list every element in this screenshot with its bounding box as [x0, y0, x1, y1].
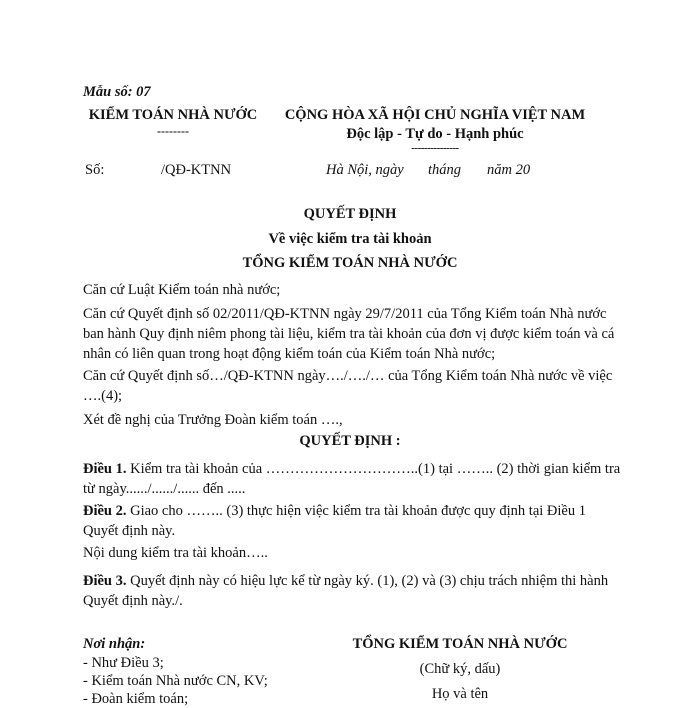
article-2-label: Điều 2.	[83, 503, 127, 519]
place-date: Hà Nội, ngày	[326, 162, 404, 178]
article-3-label: Điều 3.	[83, 573, 127, 589]
basis-proposal: Xét đề nghị của Trưởng Đoàn kiểm toán ….,	[83, 412, 343, 428]
recipients-label: Nơi nhận:	[83, 636, 146, 652]
decides-heading: QUYẾT ĐỊNH :	[299, 433, 401, 449]
recipient-item: - Kiểm toán Nhà nước CN, KV;	[83, 673, 268, 689]
inspection-content: Nội dung kiểm tra tài khoản…..	[83, 545, 268, 561]
recipient-item: - Như Điều 3;	[83, 655, 164, 671]
basis-law: Căn cứ Luật Kiểm toán nhà nước;	[83, 282, 281, 298]
date-year: năm 20	[487, 162, 531, 178]
motto-underline: ---------------	[411, 142, 459, 154]
signature-note: (Chữ ký, dấu)	[419, 661, 501, 677]
recipient-item: - Đoàn kiểm toán;	[83, 691, 189, 707]
date-month: tháng	[428, 162, 462, 178]
article-2	[83, 501, 623, 541]
national-motto: Độc lập - Tự do - Hạnh phúc	[346, 126, 524, 142]
issuing-agency: KIỂM TOÁN NHÀ NƯỚC	[88, 107, 258, 123]
decision-title: QUYẾT ĐỊNH	[303, 206, 397, 222]
doc-number-label: Số:	[85, 162, 105, 178]
article-3	[83, 571, 623, 611]
article-1	[83, 459, 623, 499]
national-title: CỘNG HÒA XÃ HỘI CHỦ NGHĨA VIỆT NAM	[284, 107, 586, 123]
article-2-text: Giao cho …….. (3) thực hiện việc kiểm tra tài khoản được quy định tại Điều 1 Quyết định này.	[83, 503, 586, 539]
basis-decision-02: Căn cứ Quyết định số 02/2011/QĐ-KTNN ngày 29/7/2011 của Tổng Kiểm toán Nhà nước ban hành Quy định niêm phong tài liệu, kiểm tra tài khoản của đơn vị được kiểm toán và cá nhân có liên quan trong hoạt động kiểm toán của Kiểm toán Nhà nước;	[83, 306, 615, 362]
form-number: Mẫu số: 07	[83, 84, 151, 100]
article-3-text: Quyết định này có hiệu lực kể từ ngày ký. (1), (2) và (3) chịu trách nhiệm thi hành Quyết định này./.	[83, 573, 609, 609]
decision-subject: Về việc kiểm tra tài khoản	[268, 231, 432, 247]
doc-number-code: /QĐ-KTNN	[161, 162, 232, 178]
agency-underline: --------	[157, 124, 189, 138]
signer-title: TỔNG KIỂM TOÁN NHÀ NƯỚC	[352, 636, 568, 652]
article-1-text: Kiểm tra tài khoản của …………………………..(1) tại …….. (2) thời gian kiểm tra từ ngày....../....../...... đến .....	[83, 461, 621, 497]
article-1-label: Điều 1.	[83, 461, 127, 477]
decision-authority: TỔNG KIỂM TOÁN NHÀ NƯỚC	[242, 255, 458, 271]
basis-decision-audit: Căn cứ Quyết định số…/QĐ-KTNN ngày…./…./… của Tổng Kiểm toán Nhà nước về việc ….(4);	[83, 368, 613, 404]
signer-name: Họ và tên	[431, 686, 489, 702]
